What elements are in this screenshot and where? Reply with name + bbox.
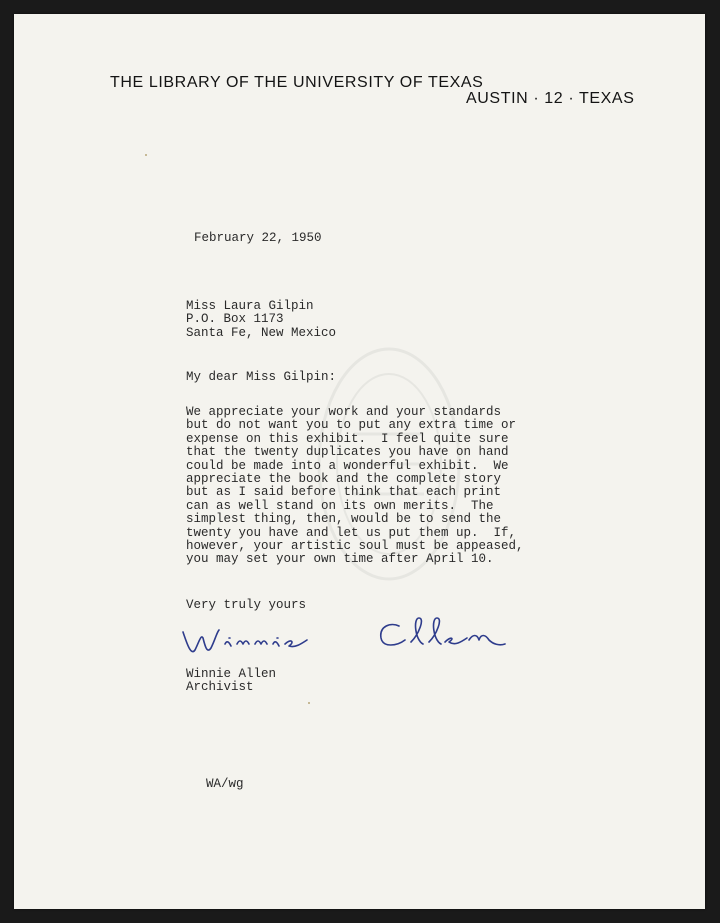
body-line: We appreciate your work and your standards (186, 405, 502, 419)
closing: Very truly yours (186, 598, 307, 612)
letter-date: February 22, 1950 (194, 231, 322, 245)
body-line: expense on this exhibit. I feel quite sure (186, 431, 509, 446)
letterhead-city: AUSTIN · 12 · TEXAS (466, 90, 635, 107)
paper-fleck (308, 702, 310, 704)
signer-name: Winnie Allen (186, 667, 277, 681)
signer-title: Archivist (186, 680, 254, 695)
recipient-address (186, 300, 336, 340)
body-line: could be made into a wonderful exhibit. We (186, 458, 509, 473)
body-line: twenty you have and let us put them up. If, (186, 525, 517, 540)
body-line: can as well stand on its own merits. The (186, 498, 494, 513)
letter-body (186, 406, 524, 567)
body-line: but as I said before think that each print (186, 485, 502, 500)
body-line: appreciate the book and the complete story (186, 472, 502, 487)
recipient-address-line1: P.O. Box 1173 (186, 312, 284, 327)
paper-fleck (145, 154, 147, 156)
recipient-address-line2: Santa Fe, New Mexico (186, 325, 337, 340)
body-line: you may set your own time after April 10. (186, 552, 494, 567)
signer-block (186, 668, 276, 695)
salutation: My dear Miss Gilpin: (186, 370, 337, 384)
body-line: that the twenty duplicates you have on hand (186, 445, 509, 460)
recipient-name: Miss Laura Gilpin (186, 299, 314, 313)
reference-initials: WA/wg (206, 777, 244, 791)
body-line: but do not want you to put any extra time or (186, 418, 517, 433)
handwritten-signature (179, 604, 539, 664)
body-line: simplest thing, then, would be to send the (186, 512, 502, 527)
body-line: however, your artistic soul must be appeased, (186, 539, 524, 554)
letter-page (14, 14, 705, 909)
letterhead-institution: THE LIBRARY OF THE UNIVERSITY OF TEXAS (110, 74, 484, 91)
